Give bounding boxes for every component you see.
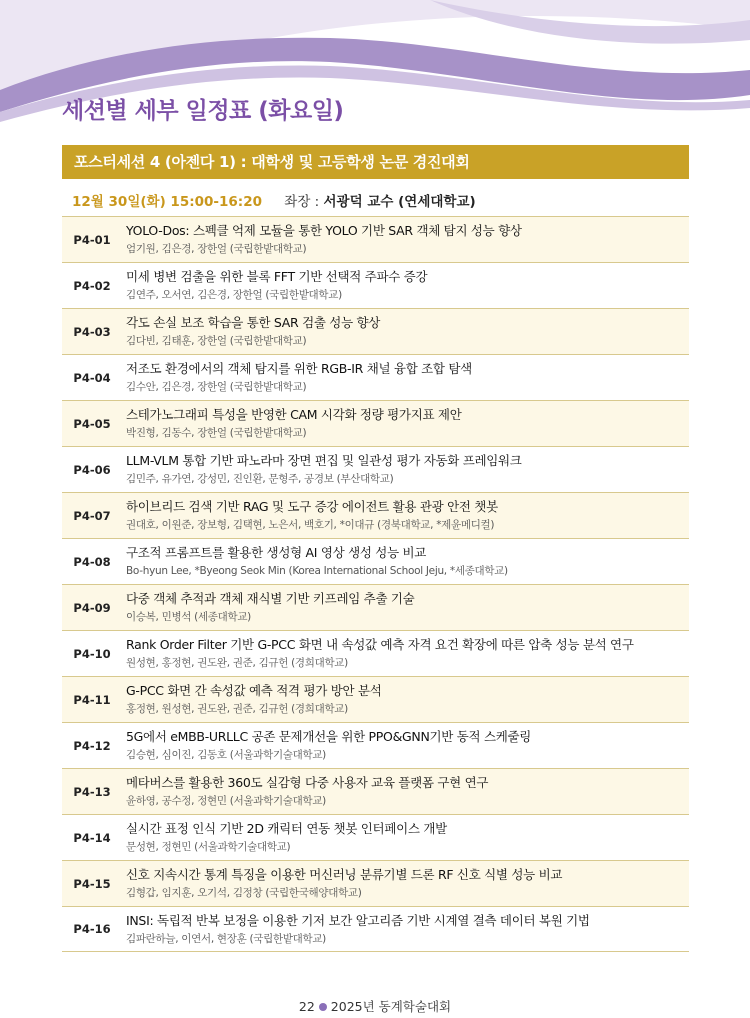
session-info [72, 190, 476, 210]
paper-code: P4-04 [73, 370, 111, 385]
paper-code: P4-09 [73, 600, 111, 615]
paper-row [62, 906, 689, 952]
paper-row [62, 584, 689, 630]
paper-title: G-PCC 화면 간 속성값 예측 적격 평가 방안 분석 [126, 683, 382, 698]
paper-title: 저조도 환경에서의 객체 탐지를 위한 RGB-IR 채널 융합 조합 탐색 [126, 361, 472, 376]
paper-authors: 김다빈, 김태훈, 장한얼 (국립한밭대학교) [126, 335, 307, 347]
paper-code: P4-12 [73, 738, 111, 753]
paper-authors: 윤하영, 공수정, 정현민 (서울과학기술대학교) [126, 795, 326, 807]
paper-code: P4-03 [73, 324, 111, 339]
paper-code: P4-07 [73, 508, 111, 523]
paper-row [62, 262, 689, 308]
page-number: 22 [298, 999, 315, 1014]
paper-title: 각도 손실 보조 학습을 통한 SAR 검출 성능 향상 [126, 315, 381, 330]
paper-row [62, 538, 689, 584]
paper-row [62, 768, 689, 814]
paper-row [62, 630, 689, 676]
paper-row [62, 308, 689, 354]
paper-code: P4-02 [73, 278, 111, 293]
paper-code: P4-05 [73, 416, 111, 431]
paper-code: P4-14 [73, 830, 111, 845]
paper-row [62, 216, 689, 262]
paper-title: Rank Order Filter 기반 G-PCC 화면 내 속성값 예측 자격 요건 확장에 따른 압축 성능 분석 연구 [126, 637, 634, 652]
paper-code: P4-15 [73, 876, 111, 891]
paper-authors: 김민주, 유가연, 강성민, 진인환, 문형주, 공경보 (부산대학교) [126, 473, 394, 485]
paper-authors: 문성현, 정현민 (서울과학기술대학교) [126, 841, 291, 853]
paper-title: YOLO-Dos: 스펙클 억제 모듈을 통한 YOLO 기반 SAR 객체 탐지 성능 향상 [126, 223, 522, 238]
paper-row [62, 860, 689, 906]
paper-row [62, 354, 689, 400]
paper-row [62, 492, 689, 538]
paper-row [62, 446, 689, 492]
paper-code: P4-11 [73, 692, 111, 707]
paper-title: 하이브리드 검색 기반 RAG 및 도구 증강 에이전트 활용 관광 안전 챗봇 [126, 499, 498, 514]
paper-code: P4-01 [73, 232, 111, 247]
paper-authors: 엄기원, 김은경, 장한얼 (국립한밭대학교) [126, 243, 307, 255]
paper-code: P4-10 [73, 646, 111, 661]
page-title: 세션별 세부 일정표 (화요일) [62, 98, 344, 124]
paper-authors: 김승현, 심이진, 김동호 (서울과학기술대학교) [126, 749, 326, 761]
paper-title: INSI: 독립적 반복 보정을 이용한 기저 보간 알고리즘 기반 시계열 결측 데이터 복원 기법 [126, 913, 590, 928]
bullet-dot-icon [319, 1003, 327, 1011]
paper-title: 5G에서 eMBB-URLLC 공존 문제개선을 위한 PPO&GNN기반 동적 스케줄링 [126, 729, 532, 744]
paper-code: P4-13 [73, 784, 111, 799]
paper-authors: 이승복, 민병석 (세종대학교) [126, 611, 251, 623]
paper-row [62, 676, 689, 722]
paper-title: 스테가노그래피 특성을 반영한 CAM 시각화 정량 평가지표 제안 [126, 407, 462, 422]
paper-row [62, 814, 689, 860]
paper-authors: 홍정현, 원성현, 권도완, 권준, 김규헌 (경희대학교) [126, 703, 348, 715]
paper-authors: 권대호, 이원준, 장보형, 김택현, 노은서, 백호기, *이대규 (경북대학교, *제윤메디컬) [126, 519, 495, 531]
paper-title: 다중 객체 추적과 객체 재식별 기반 키프레임 추출 기술 [126, 591, 415, 606]
paper-title: LLM-VLM 통합 기반 파노라마 장면 편집 및 일관성 평가 자동화 프레임워크 [126, 453, 522, 468]
chair-name: 서광덕 교수 (연세대학교) [323, 194, 476, 210]
paper-list [62, 216, 689, 952]
paper-authors: 김연주, 오서연, 김은경, 장한얼 (국립한밭대학교) [126, 289, 342, 301]
paper-authors: 김수안, 김은경, 장한얼 (국립한밭대학교) [126, 381, 307, 393]
paper-code: P4-16 [73, 922, 111, 936]
paper-row [62, 722, 689, 768]
paper-authors: Bo-hyun Lee, *Byeong Seok Min (Korea International School Jeju, *세종대학교) [126, 565, 508, 577]
paper-code: P4-08 [73, 554, 111, 569]
paper-title: 신호 지속시간 통계 특징을 이용한 머신러닝 분류기별 드론 RF 신호 식별 성능 비교 [126, 867, 563, 882]
paper-title: 미세 병변 검출을 위한 블록 FFT 기반 선택적 주파수 증강 [126, 269, 428, 284]
paper-title: 메타버스를 활용한 360도 실감형 다중 사용자 교육 플랫폼 구현 연구 [126, 775, 489, 790]
page-footer [0, 997, 750, 1015]
paper-code: P4-06 [73, 462, 111, 477]
paper-authors: 김파란하늘, 이연서, 현장훈 (국립한밭대학교) [126, 933, 326, 945]
paper-title: 구조적 프롬프트를 활용한 생성형 AI 영상 생성 성능 비교 [126, 545, 427, 560]
paper-authors: 원성현, 홍정현, 권도완, 권준, 김규헌 (경희대학교) [126, 657, 348, 669]
chair-label: 좌장 : [284, 194, 320, 210]
paper-authors: 김형갑, 임지훈, 오기석, 김정창 (국립한국해양대학교) [126, 887, 362, 899]
session-title-bar: 포스터세션 4 (아젠다 1) : 대학생 및 고등학생 논문 경진대회 [62, 145, 689, 179]
paper-authors: 박진형, 김동수, 장한얼 (국립한밭대학교) [126, 427, 307, 439]
paper-row [62, 400, 689, 446]
conference-name: 2025년 동계학술대회 [330, 999, 452, 1014]
paper-title: 실시간 표정 인식 기반 2D 캐릭터 연동 챗봇 인터페이스 개발 [126, 821, 447, 836]
session-datetime: 12월 30일(화) 15:00-16:20 [72, 194, 262, 210]
